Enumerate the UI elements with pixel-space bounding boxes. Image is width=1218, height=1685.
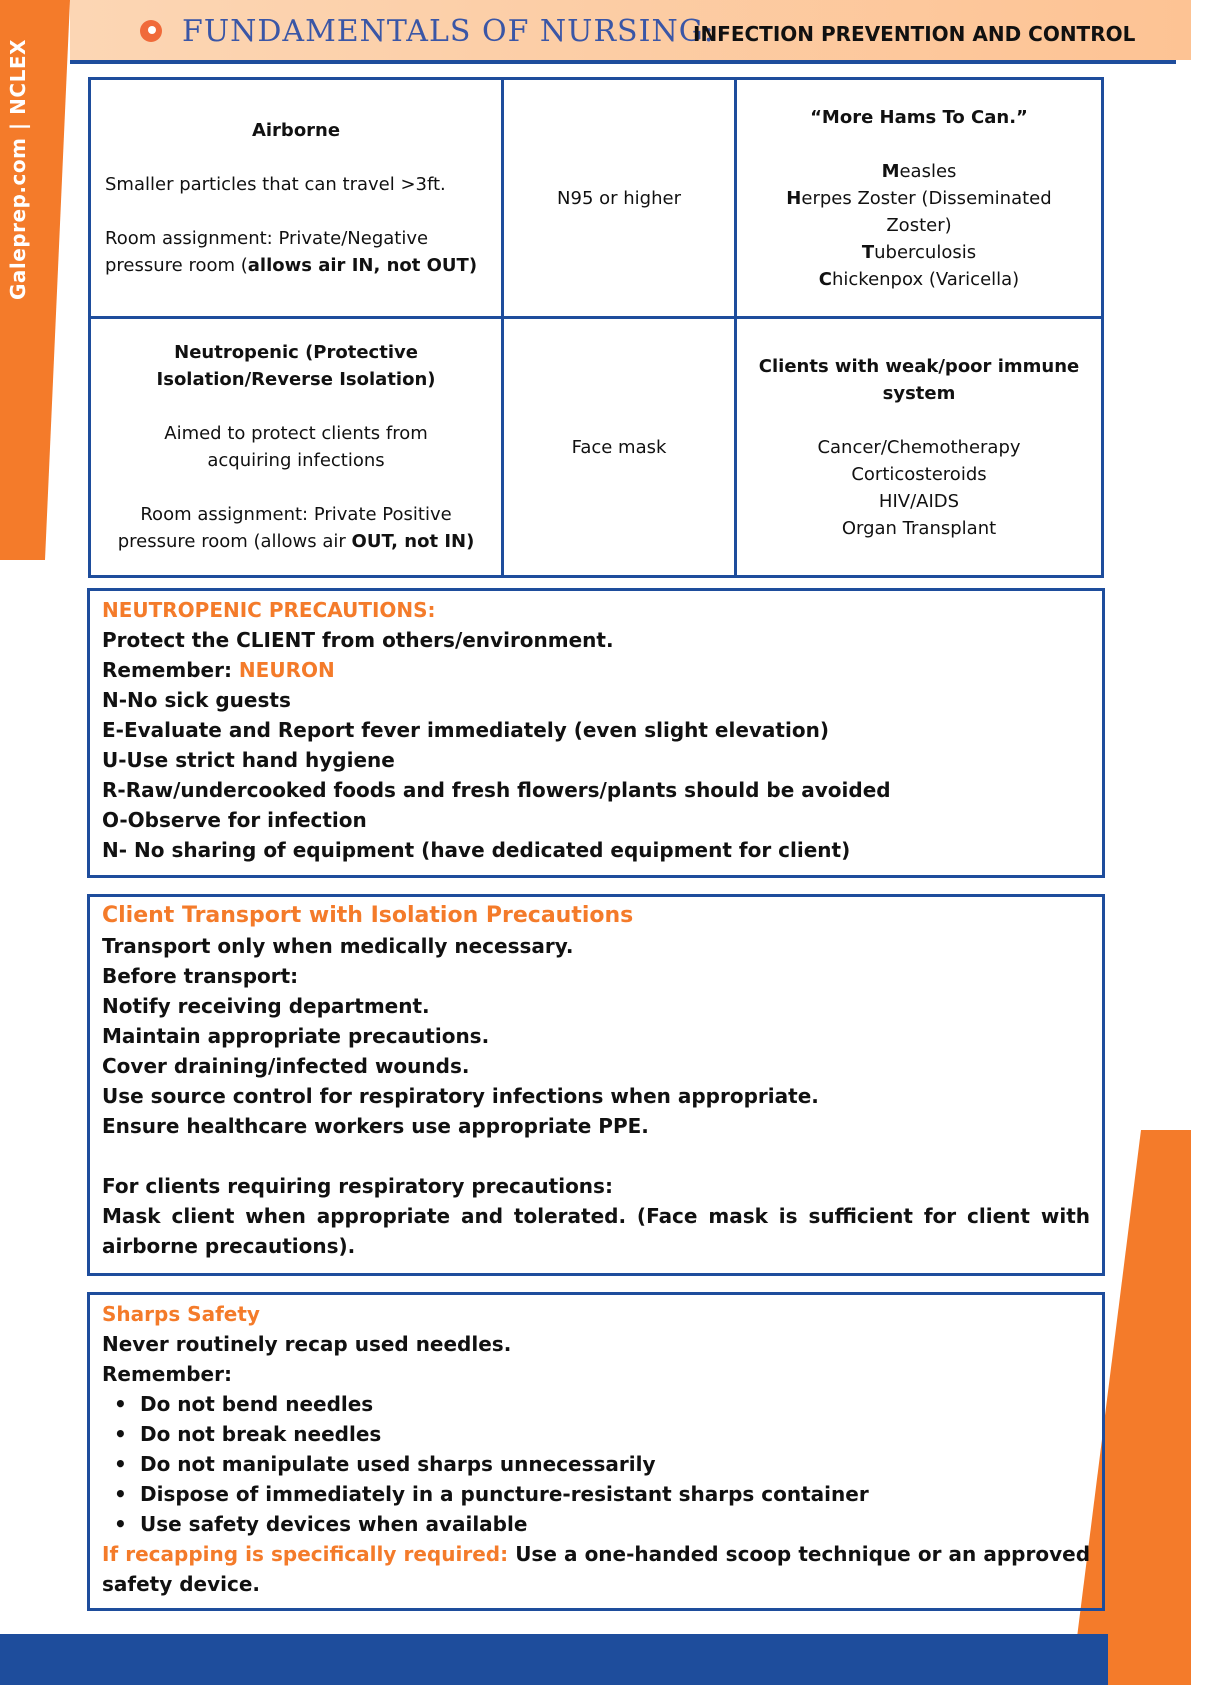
sharps-bullet-list <box>102 1389 1090 1539</box>
header-divider <box>70 60 1176 64</box>
airborne-examples-cell <box>735 79 1102 318</box>
footer-bar <box>0 1634 1108 1685</box>
airborne-mnemonic: “More Hams To Can.” <box>810 106 1028 128</box>
list-item: Corticosteroids <box>851 463 987 485</box>
respiratory-text: Mask client when appropriate and tolerated. (Face mask is sufficient for client with airborne precautions). <box>102 1204 1090 1258</box>
neutropenic-ppe-cell: Face mask <box>503 318 736 577</box>
list-item: N-No sick guests <box>102 688 291 712</box>
logo-icon <box>140 20 162 42</box>
list-item: Tuberculosis <box>861 241 977 263</box>
list-item: Maintain appropriate precautions. <box>102 1024 490 1048</box>
page-title: FUNDAMENTALS OF NURSING: <box>182 14 715 49</box>
list-item: • Do not bend needles <box>102 1389 1090 1419</box>
airborne-title: Airborne <box>251 120 341 141</box>
list-item: Cover draining/infected wounds. <box>102 1054 470 1078</box>
list-item: Cancer/Chemotherapy <box>817 436 1021 458</box>
neutropenic-precautions-box <box>87 588 1105 878</box>
sharps-remember: Remember: <box>102 1362 232 1386</box>
list-item: Herpes Zoster (Disseminated Zoster) <box>786 187 1052 236</box>
neutropenic-box-title: NEUTROPENIC PRECAUTIONS: <box>102 598 436 622</box>
client-transport-box <box>87 894 1105 1276</box>
neutropenic-heading: Clients with weak/poor immune system <box>758 355 1080 404</box>
neutropenic-remember: Remember: NEURON <box>102 658 335 682</box>
neutropenic-title: Neutropenic (Protective Isolation/Reverse Isolation) <box>156 342 436 390</box>
airborne-room: Room assignment: Private/Negative pressure room (allows air IN, not OUT) <box>105 228 478 276</box>
sharps-intro: Never routinely recap used needles. <box>102 1332 512 1356</box>
list-item: HIV/AIDS <box>878 490 960 512</box>
right-brand-text: Galeprep.com | NCLEX <box>1194 1355 1218 1629</box>
respiratory-heading: For clients requiring respiratory precautions: <box>102 1174 613 1198</box>
list-item: U-Use strict hand hygiene <box>102 748 395 772</box>
neuron-mnemonic: NEURON <box>238 658 335 682</box>
list-item: Organ Transplant <box>841 517 997 539</box>
list-item: O-Observe for infection <box>102 808 367 832</box>
sharps-safety-box <box>87 1292 1105 1611</box>
list-item: • Do not break needles <box>102 1419 1090 1449</box>
list-item: • Use safety devices when available <box>102 1509 1090 1539</box>
airborne-description-cell <box>90 79 503 318</box>
precautions-table <box>88 77 1104 578</box>
neutropenic-examples-cell <box>735 318 1102 577</box>
left-brand-text <box>6 264 7 300</box>
neutropenic-desc: Aimed to protect clients from acquiring infections <box>164 423 428 471</box>
list-item: Ensure healthcare workers use appropriate PPE. <box>102 1114 649 1138</box>
neutropenic-room: Room assignment: Private Positive pressure room (allows air OUT, not IN) <box>117 504 475 552</box>
airborne-desc: Smaller particles that can travel >3ft. <box>105 174 446 195</box>
list-item: Transport only when medically necessary. <box>102 934 574 958</box>
list-item: Notify receiving department. <box>102 994 430 1018</box>
table-row-neutropenic <box>90 318 1103 577</box>
list-item: Use source control for respiratory infections when appropriate. <box>102 1084 819 1108</box>
list-item: Measles <box>881 160 957 182</box>
list-item: Chickenpox (Varicella) <box>818 268 1020 290</box>
list-item: E-Evaluate and Report fever immediately (even slight elevation) <box>102 718 829 742</box>
recap-instruction: If recapping is specifically required: Use a one-handed scoop technique or an approved safety device. <box>102 1542 1091 1596</box>
list-item: • Dispose of immediately in a puncture-resistant sharps container <box>102 1479 1090 1509</box>
transport-box-title: Client Transport with Isolation Precautions <box>102 903 634 928</box>
sharps-box-title: Sharps Safety <box>102 1302 260 1326</box>
list-item: R-Raw/undercooked foods and fresh flowers/plants should be avoided <box>102 778 891 802</box>
list-item: • Do not manipulate used sharps unnecessarily <box>102 1449 1090 1479</box>
neutropenic-description-cell <box>90 318 503 577</box>
list-item: N- No sharing of equipment (have dedicated equipment for client) <box>102 838 851 862</box>
list-item: Before transport: <box>102 964 299 988</box>
table-row-airborne <box>90 79 1103 318</box>
page-subtitle: INFECTION PREVENTION AND CONTROL <box>693 22 1136 46</box>
airborne-ppe-cell: N95 or higher <box>503 79 736 318</box>
neutropenic-box-intro: Protect the CLIENT from others/environment. <box>102 628 614 652</box>
